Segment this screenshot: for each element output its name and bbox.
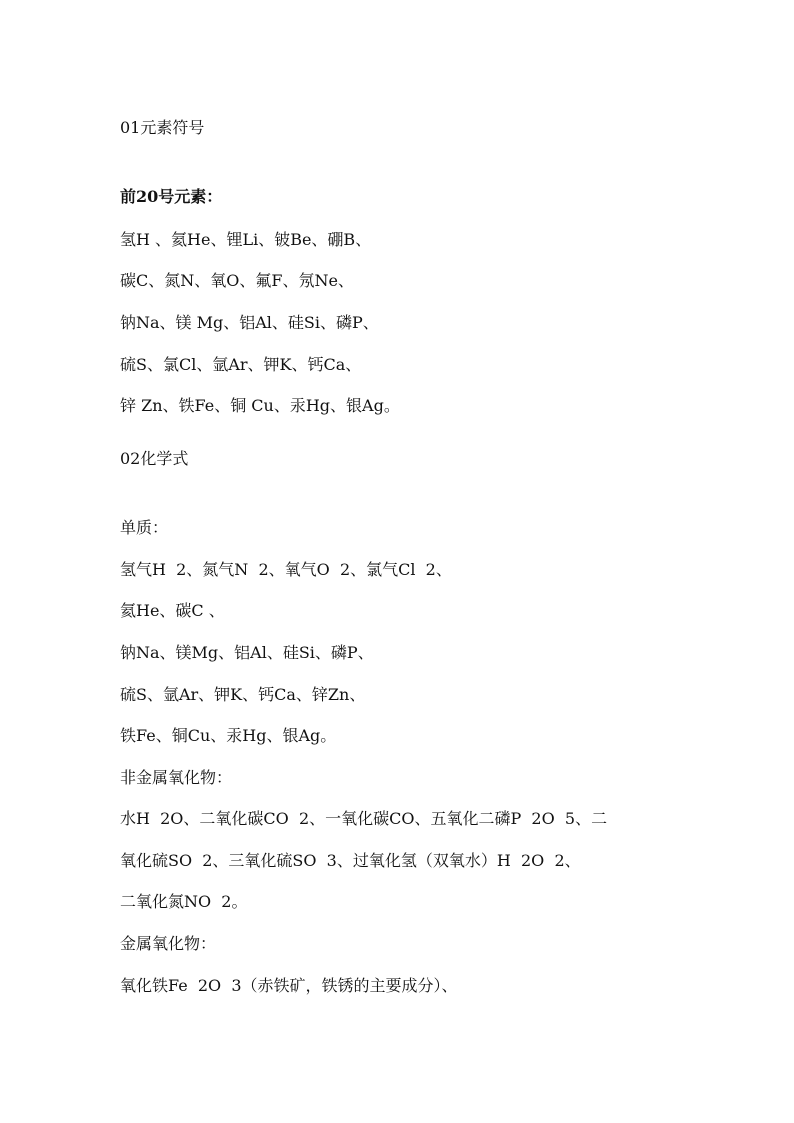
subheading-elements: 单质： xyxy=(120,518,169,537)
text-line: 氧化硫SO 2、三氧化硫SO 3、过氧化氢（双氧水）H 2O 2、 xyxy=(120,851,581,870)
text-line: 氢H 、氦He、锂Li、铍Be、硼B、 xyxy=(120,230,372,249)
section-heading-element-symbols: 01元素符号 xyxy=(120,118,205,137)
text-line: 锌 Zn、铁Fe、铜 Cu、汞Hg、银Ag。 xyxy=(120,396,400,415)
text-line: 硫S、氩Ar、钾K、钙Ca、锌Zn、 xyxy=(120,685,366,704)
text-line: 氦He、碳C 、 xyxy=(120,601,225,620)
text-line: 钠Na、镁Mg、铝Al、硅Si、磷P、 xyxy=(120,643,374,662)
text-line: 氢气H 2、氮气N 2、氧气O 2、氯气Cl 2、 xyxy=(120,560,452,579)
text-line: 铁Fe、铜Cu、汞Hg、银Ag。 xyxy=(120,726,337,745)
subheading-first-20-elements: 前20号元素： xyxy=(120,187,223,206)
subheading-metal-oxides: 金属氧化物： xyxy=(120,934,217,953)
text-line: 氧化铁Fe 2O 3（赤铁矿，铁锈的主要成分）、 xyxy=(120,976,458,995)
text-line: 碳C、氮N、氧O、氟F、氖Ne、 xyxy=(120,271,354,290)
text-line: 钠Na、镁 Mg、铝Al、硅Si、磷P、 xyxy=(120,313,379,332)
subheading-nonmetal-oxides: 非金属氧化物： xyxy=(120,768,233,787)
text-line: 二氧化氮NO 2。 xyxy=(120,892,248,911)
section-heading-chemical-formulas: 02化学式 xyxy=(120,449,189,468)
text-line: 水H 2O、二氧化碳CO 2、一氧化碳CO、五氧化二磷P 2O 5、二 xyxy=(120,809,608,828)
text-line: 硫S、氯Cl、氩Ar、钾K、钙Ca、 xyxy=(120,355,362,374)
